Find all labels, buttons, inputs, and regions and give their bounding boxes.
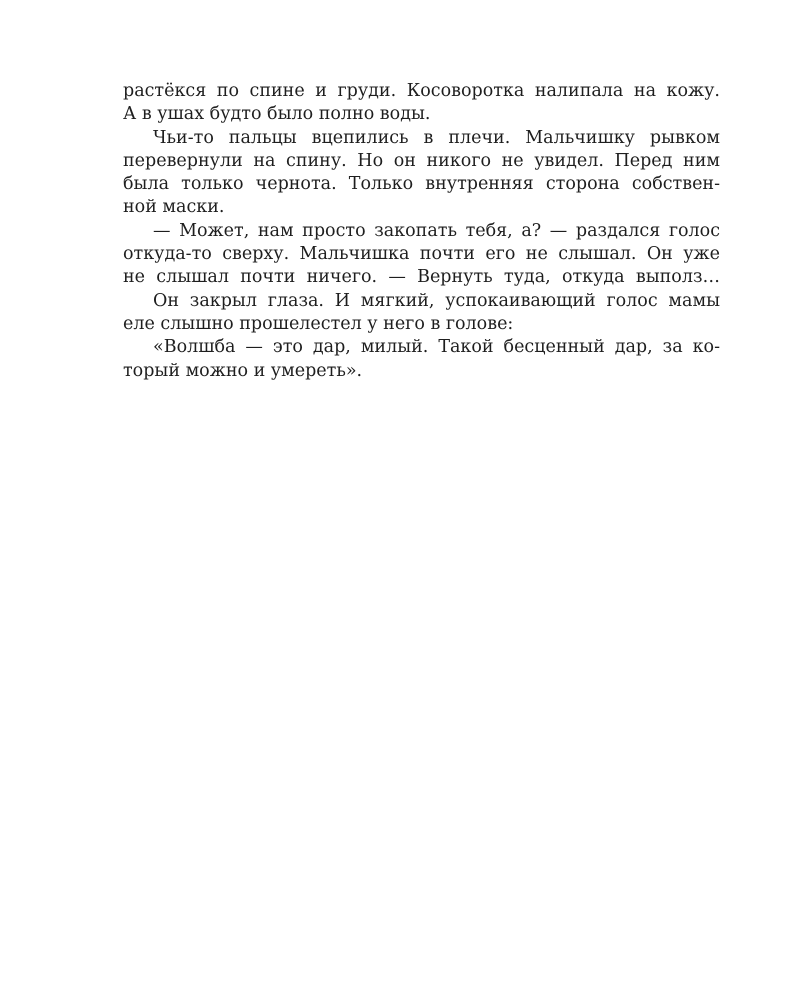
text-line: растёкся по спине и груди. Косоворотка налипала на кожу. [123,81,720,101]
text-line: еле слышно прошелестел у него в голове: [123,313,514,334]
text-line: Чьи-то пальцы вцепились в плечи. Мальчишку рывком [153,127,720,148]
book-page-text [123,80,720,383]
text-line: не слышал почти ничего. — Вернуть туда, откуда выполз… [123,267,720,288]
text-line: торый можно и умереть». [123,360,363,381]
text-line: откуда-то сверху. Мальчишка почти его не слышал. Он уже [123,244,720,265]
text-line: ной маски. [123,197,225,218]
text-line: — Может, нам просто закопать тебя, а? — раздался голос [153,220,720,241]
text-line: перевернули на спину. Но он никого не увидел. Перед ним [123,150,720,171]
text-line: «Волшба — это дар, милый. Такой бесценный дар, за ко- [153,337,720,358]
text-line: А в ушах будто было полно воды. [123,104,431,125]
text-line: Он закрыл глаза. И мягкий, успокаивающий голос мамы [153,290,720,311]
text-line: была только чернота. Только внутренняя сторона собствен- [123,174,720,195]
